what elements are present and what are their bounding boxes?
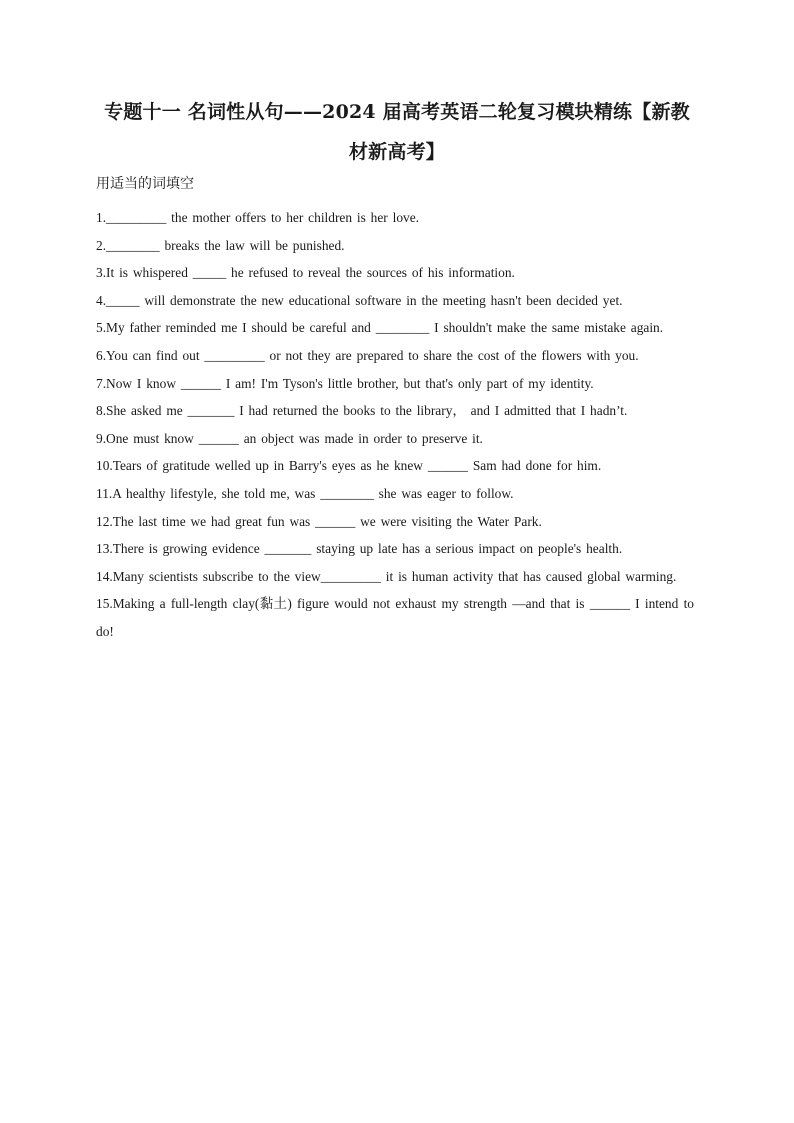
- question-list: [96, 204, 694, 646]
- question-15: 15.Making a full-length clay(黏土) figure would not exhaust my strength —and that is ______ I intend to do!: [96, 596, 694, 639]
- question-12: 12.The last time we had great fun was ______ we were visiting the Water Park.: [96, 513, 542, 529]
- question-9: 9.One must know ______ an object was made in order to preserve it.: [96, 430, 483, 446]
- question-5: 5.My father reminded me I should be careful and ________ I shouldn't make the same mistake again.: [96, 320, 664, 336]
- question-3: 3.It is whispered _____ he refused to reveal the sources of his information.: [96, 265, 515, 281]
- title-line-2: 材新高考】: [348, 141, 445, 163]
- document-title: [60, 92, 734, 172]
- question-1: 1._________ the mother offers to her children is her love.: [96, 210, 420, 225]
- title-line-1: 专题十一 名词性从句——2024 届高考英语二轮复习模块精练【新教: [104, 101, 690, 123]
- question-11: 11.A healthy lifestyle, she told me, was ________ she was eager to follow.: [96, 485, 514, 501]
- question-2: 2.________ breaks the law will be punished.: [96, 237, 345, 253]
- question-4: 4._____ will demonstrate the new educational software in the meeting hasn't been decided yet.: [96, 292, 623, 308]
- question-6: 6.You can find out _________ or not they are prepared to share the cost of the flowers with you.: [96, 347, 639, 363]
- question-10: 10.Tears of gratitude welled up in Barry's eyes as he knew ______ Sam had done for him.: [96, 458, 602, 474]
- question-7: 7.Now I know ______ I am! I'm Tyson's little brother, but that's only part of my identity.: [96, 375, 594, 391]
- question-13: 13.There is growing evidence _______ staying up late has a serious impact on people's health.: [96, 541, 623, 557]
- exercise-instruction: 用适当的词填空: [96, 176, 194, 192]
- question-14: 14.Many scientists subscribe to the view_________ it is human activity that has caused global warming.: [96, 568, 677, 584]
- question-8: 8.She asked me _______ I had returned the books to the library， and I admitted that I hadn’t.: [96, 403, 628, 419]
